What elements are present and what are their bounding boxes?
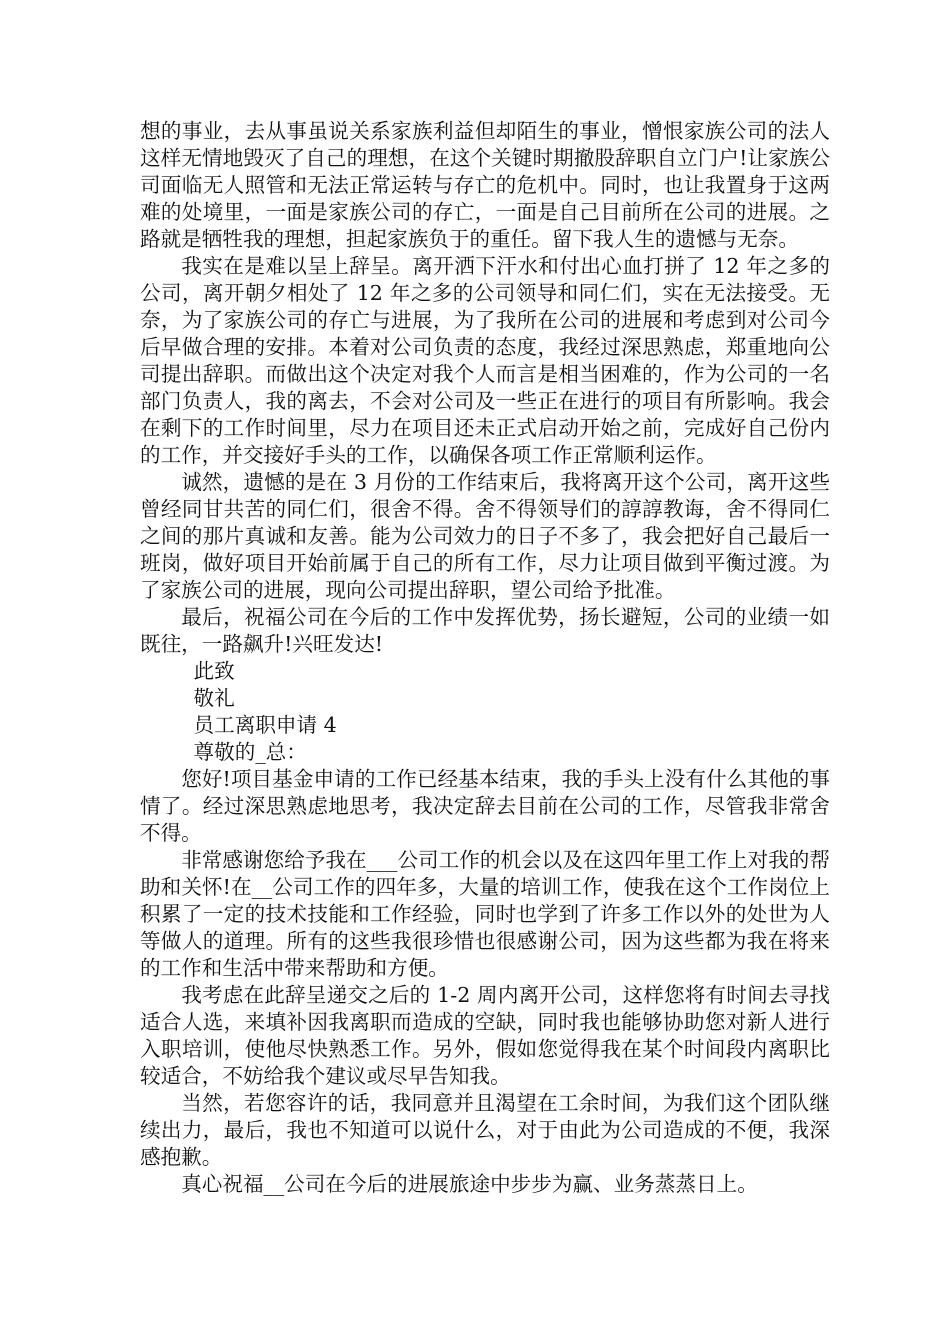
greeting: 尊敬的_总： [193,740,307,764]
closing-regards: 敬礼 [193,686,235,710]
paragraph-1: 想的事业，去从事虽说关系家族利益但却陌生的事业，憎恨家族公司的法人这样无情地毁灭了自己的理想，在这个关键时期撤股辞职自立门户!让家族公司面临无人照管和无法正常运转与存亡的危机中。同时，也让我置身于这两难的处境里，一面是家族公司的存亡，一面是自己目前所在公司的进展。之路就是牺牲我的理想，担起家族负于的重任。留下我人生的遗憾与无奈。 [140,119,830,251]
paragraph-7: 我考虑在此辞呈递交之后的 1-2 周内离开公司，这样您将有时间去寻找适合人选，来填补因我离职而造成的空缺，同时我也能够协助您对新人进行入职培训，使他尽快熟悉工作。另外，假如您觉得我在某个时间段内离职比较适合，不妨给我个建议或尽早告知我。 [140,983,830,1088]
paragraph-3: 诚然，遗憾的是在 3 月份的工作结束后，我将离开这个公司，离开这些曾经同甘共苦的同仁们，很舍不得。舍不得领导们的諄諄教诲，舍不得同仁之间的那片真诚和友善。能为公司效力的日子不多了，我会把好自己最后一班岗，做好项目开始前属于自己的所有工作，尽力让项目做到平衡过渡。为了家族公司的进展，现向公司提出辞职，望公司给予批准。 [140,470,830,602]
paragraph-9: 真心祝福__公司在今后的进展旅途中步步为赢、业务蒸蒸日上。 [181,1172,758,1196]
closing-salutation: 此致 [193,659,235,683]
paragraph-2: 我实在是难以呈上辞呈。离开洒下汗水和付出心血打拼了 12 年之多的公司，离开朝夕相处了 12 年之多的公司领导和同仁们，实在无法接受。无奈，为了家族公司的存亡与进展，为了我所在公司的进展和考虑到对公司今后早做合理的安排。本着对公司负责的态度，我经过深思熟虑，郑重地向公司提出辞职。而做出这个决定对我个人而言是相当困难的，作为公司的一名部门负责人，我的离去，不会对公司及一些正在进行的项目有所影响。我会在剩下的工作时间里，尽力在项目还未正式启动开始之前，完成好自己份内的工作，并交接好手头的工作，以确保各项工作正常顺利运作。 [140,254,830,467]
document-body [140,118,830,1198]
paragraph-6: 非常感谢您给予我在___公司工作的机会以及在这四年里工作上对我的帮助和关怀!在__公司工作的四年多，大量的培训工作，使我在这个工作岗位上积累了一定的技术技能和工作经验，同时也学到了许多工作以外的处世为人等做人的道理。所有的这些我很珍惜也很感谢公司，因为这些都为我在将来的工作和生活中带来帮助和方便。 [140,848,830,980]
section-title: 员工离职申请 4 [193,713,337,737]
paragraph-5: 您好!项目基金申请的工作已经基本结束，我的手头上没有什么其他的事情了。经过深思熟虑地思考，我决定辞去目前在公司的工作，尽管我非常舍不得。 [140,767,830,845]
paragraph-8: 当然，若您容许的话，我同意并且渴望在工余时间，为我们这个团队继续出力，最后，我也不知道可以说什么，对于由此为公司造成的不便，我深感抱歉。 [140,1091,830,1169]
paragraph-4: 最后，祝福公司在今后的工作中发挥优势，扬长避短，公司的业绩一如既往，一路飙升!兴旺发达! [140,605,830,656]
